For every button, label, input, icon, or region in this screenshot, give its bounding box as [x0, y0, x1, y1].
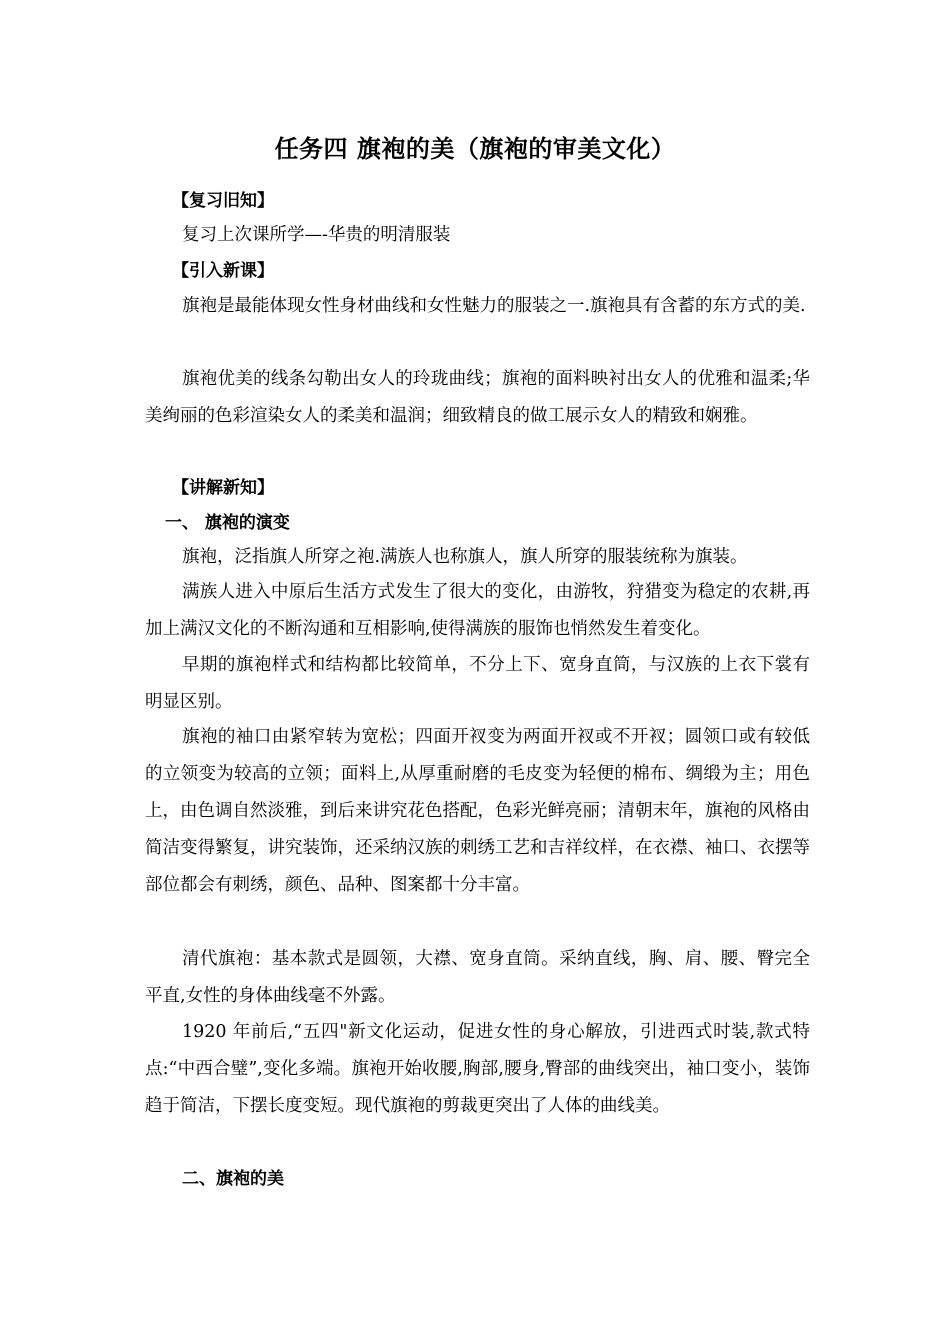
lecture-heading: 【讲解新知】	[172, 478, 274, 498]
evolution-paragraph-1: 旗袍，泛指旗人所穿之袍.满族人也称旗人，旗人所穿的服装统称为旗装。	[182, 547, 748, 567]
review-text: 复习上次课所学—-华贵的明清服装	[182, 225, 451, 245]
evolution-paragraph-6: 1920 年前后,“五四"新文化运动，促进女性的身心解放，引进西式时装,款式特点:“中西合璧”,变化多端。旗袍开始收腰,胸部,腰身,臀部的曲线突出，袖口变小，装饰趋于简洁，下摆长度变短。现代旗袍的剪裁更突出了人体的曲线美。	[145, 1022, 810, 1116]
section-heading-beauty: 二、旗袍的美	[182, 1169, 284, 1189]
evolution-paragraph-3: 早期的旗袍样式和结构都比较简单，不分上下、宽身直筒，与汉族的上衣下裳有明显区别。	[145, 655, 810, 712]
review-heading: 【复习旧知】	[172, 191, 274, 211]
intro-paragraph-1: 旗袍是最能体现女性身材曲线和女性魅力的服装之一.旗袍具有含蓄的东方式的美.	[182, 296, 806, 316]
intro-paragraph-2: 旗袍优美的线条勾勒出女人的玲珑曲线；旗袍的面料映衬出女人的优雅和温柔;华美绚丽的色彩渲染女人的柔美和温润；细致精良的做工展示女人的精致和娴雅。	[145, 369, 810, 426]
section-heading-evolution: 一、 旗袍的演变	[165, 513, 290, 533]
evolution-paragraph-5: 清代旗袍：基本款式是圆领，大襟、宽身直筒。采纳直线，胸、肩、腰、臀完全平直,女性的身体曲线毫不外露。	[145, 949, 810, 1006]
evolution-paragraph-2: 满族人进入中原后生活方式发生了很大的变化，由游牧，狩猎变为稳定的农耕,再加上满汉文化的不断沟通和互相影响,使得满族的服饰也悄然发生着变化。	[145, 582, 810, 639]
intro-heading: 【引入新课】	[172, 261, 274, 281]
evolution-paragraph-4: 旗袍的袖口由紧窄转为宽松；四面开衩变为两面开衩或不开衩；圆领口或有较低的立领变为较高的立领；面料上,从厚重耐磨的毛皮变为轻便的棉布、绸缎为主；用色上，由色调自然淡雅，到后来讲究花色搭配，色彩光鲜亮丽；清朝末年，旗袍的风格由简洁变得繁复，讲究装饰，还采纳汉族的刺绣工艺和吉祥纹样，在衣襟、袖口、衣摆等部位都会有刺绣，颜色、品种、图案都十分丰富。	[145, 727, 810, 895]
page-title: 任务四 旗袍的美（旗袍的审美文化）	[274, 135, 676, 163]
